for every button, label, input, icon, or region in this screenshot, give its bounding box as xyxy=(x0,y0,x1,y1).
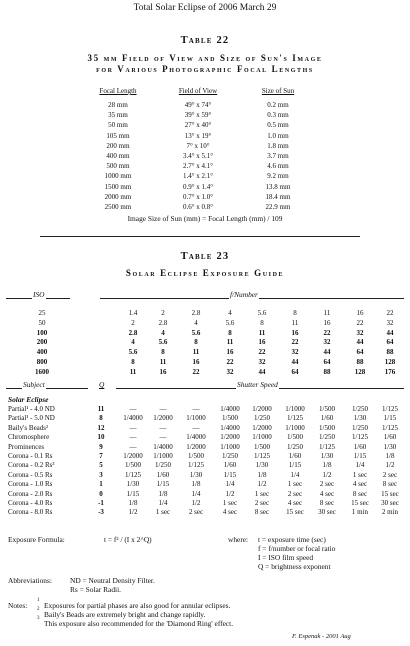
shutter-cell: 1/2 xyxy=(257,480,267,489)
q-value: 8 xyxy=(99,414,103,423)
shutter-cell: 1/30 xyxy=(353,414,367,423)
shutter-cell: 4 sec xyxy=(287,499,303,507)
shutter-cell: 1/4000 xyxy=(220,423,240,432)
iso-header: ISO xyxy=(33,290,45,299)
shutter-cell: 8 sec xyxy=(382,480,398,489)
shutter-cell: 1/15 xyxy=(223,470,237,479)
fnumber-cell: 8 xyxy=(194,338,198,347)
table22-header-cell: Field of View xyxy=(178,87,218,95)
q-value: 9 xyxy=(99,442,103,451)
shutter-cell: 30 sec xyxy=(318,508,336,517)
fnumber-cell: 32 xyxy=(356,328,364,337)
fnumber-cell: 88 xyxy=(323,367,331,376)
fnumber-cell: 44 xyxy=(291,358,299,366)
subject-name: Partial¹ - 4.0 ND xyxy=(8,405,55,413)
fnumber-cell: 16 xyxy=(323,318,331,327)
shutter-cell: 1/2000 xyxy=(252,405,272,413)
table22-cell: 2500 mm xyxy=(104,203,132,211)
table22-cell: 0.5 mm xyxy=(267,121,289,130)
fnumber-cell: 4 xyxy=(194,318,198,327)
shutter-cell: — xyxy=(129,433,137,442)
shutter-cell: 1/15 xyxy=(383,414,397,423)
shutter-cell: 2 sec xyxy=(188,508,204,517)
shutter-cell: 1/500 xyxy=(319,423,335,432)
shutter-cell: 1/60 xyxy=(223,461,237,470)
table22-cell: 0.9° x 1.4° xyxy=(182,182,214,191)
subject-name: Prominences xyxy=(8,442,45,451)
table22-cell: 400 mm xyxy=(106,152,130,160)
fnumber-cell: 16 xyxy=(291,328,299,337)
shutter-cell: 8 sec xyxy=(352,489,368,498)
fnumber-cell: 11 xyxy=(291,318,299,327)
shutter-cell: 1/125 xyxy=(382,423,398,432)
fnumber-cell: 32 xyxy=(323,338,331,347)
table23-label: Table 23 xyxy=(180,251,230,262)
shutter-cell: 2 sec xyxy=(254,499,270,507)
shutter-cell: 1/250 xyxy=(352,405,368,413)
shutter-cell: 1/500 xyxy=(287,433,303,442)
table22-cell: 18.4 mm xyxy=(265,192,291,201)
note-1: Exposures for partial phases are also good for annular eclipses. xyxy=(44,601,231,610)
fnumber-cell: 22 xyxy=(226,358,234,366)
fnumber-cell: 128 xyxy=(354,367,366,376)
shutter-cell: 1/15 xyxy=(353,452,367,460)
subject-name: Corona - 1.0 Rs xyxy=(8,480,53,489)
subject-name: Partial¹ - 5.0 ND xyxy=(8,414,55,423)
fnumber-cell: 32 xyxy=(386,318,394,327)
fnumber-cell: 64 xyxy=(291,367,299,376)
table22-cell: 13.8 mm xyxy=(265,182,291,191)
table22-formula: Image Size of Sun (mm) = Focal Length (mm) / 109 xyxy=(127,214,283,223)
shutter-cell: 1 min xyxy=(351,508,369,517)
subject-name: Corona - 0.5 Rs xyxy=(8,470,53,479)
shutter-cell: 1/4 xyxy=(225,480,235,489)
table22-label: Table 22 xyxy=(180,35,230,46)
where-i: I = ISO film speed xyxy=(258,553,314,562)
shutter-cell: 1/500 xyxy=(254,442,270,451)
shutter-cell: 1/60 xyxy=(353,442,367,451)
shutter-cell: 4 sec xyxy=(319,489,335,498)
table22-cell: 500 mm xyxy=(106,162,130,171)
shutter-cell: 1/1000 xyxy=(186,414,206,423)
table22-cell: 39° x 59° xyxy=(184,111,212,120)
shutter-cell: — xyxy=(192,423,200,432)
table22-cell: 0.6° x 0.8° xyxy=(182,203,214,211)
abbrev-nd: ND = Neutral Density Filter. xyxy=(70,576,155,585)
table22-divider xyxy=(40,236,360,237)
shutter-cell: 1/125 xyxy=(188,461,204,470)
table22-cell: 9.2 mm xyxy=(267,172,289,181)
shutter-header: Shutter Speed xyxy=(237,380,278,389)
iso-value: 200 xyxy=(36,338,48,347)
shutter-cell: 1/4000 xyxy=(153,442,173,451)
shutter-cell: 1/125 xyxy=(287,414,303,423)
fnumber-cell: 2 xyxy=(131,318,135,327)
shutter-cell: 1/4 xyxy=(191,489,201,498)
shutter-cell: 2 sec xyxy=(382,470,398,479)
iso-value: 50 xyxy=(38,318,46,327)
table22-cell: 28 mm xyxy=(108,101,128,109)
shutter-cell: 1/250 xyxy=(222,452,238,460)
page-header: Total Solar Eclipse of 2006 March 29 xyxy=(133,3,277,13)
fnumber-cell: 88 xyxy=(386,348,394,357)
shutter-cell: 2 sec xyxy=(319,480,335,489)
fnumber-cell: 4 xyxy=(228,309,232,317)
fnumber-cell: 32 xyxy=(226,367,234,376)
table22-cell: 1000 mm xyxy=(104,172,132,181)
table22-cell: 0.2 mm xyxy=(267,101,289,109)
table22-header-cell: Size of Sun xyxy=(261,87,295,95)
where-label: where: xyxy=(228,535,249,544)
fnumber-cell: 11 xyxy=(159,358,167,366)
iso-value: 400 xyxy=(36,348,48,357)
shutter-cell: 1/2000 xyxy=(252,423,272,432)
table22-cell: 3.4° x 5.1° xyxy=(182,152,214,160)
shutter-cell: 1/250 xyxy=(319,433,335,442)
where-q: Q = brightness exponent xyxy=(258,562,331,571)
fnumber-cell: 16 xyxy=(192,358,200,366)
subject-name: Corona - 8.0 Rs xyxy=(8,508,53,517)
table22-header-cell: Focal Length xyxy=(99,87,137,95)
shutter-cell: 1/60 xyxy=(156,470,170,479)
subject-name: Corona - 0.2 Rs³ xyxy=(8,461,55,470)
shutter-cell: 1/1000 xyxy=(220,442,240,451)
shutter-cell: 1/30 xyxy=(126,480,140,489)
table22-cell: 49° x 74° xyxy=(184,101,212,109)
note-3: This exposure also recommended for the 'Diamond Ring' effect. xyxy=(44,619,234,628)
shutter-cell: 1/2 xyxy=(128,508,138,517)
shutter-cell: 1/4000 xyxy=(123,414,143,423)
where-f: f = f/number or focal ratio xyxy=(258,544,336,553)
shutter-cell: 1/500 xyxy=(222,414,238,423)
table22-cell: 4.6 mm xyxy=(267,162,289,171)
shutter-cell: 1/30 xyxy=(255,461,269,470)
q-value: 11 xyxy=(97,405,105,413)
table22-cell: 27° x 40° xyxy=(184,121,212,130)
shutter-cell: 1/8 xyxy=(322,461,332,470)
fnumber-cell: 8 xyxy=(131,358,135,366)
shutter-cell: 1/30 xyxy=(320,452,334,460)
subject-name: Chromosphere xyxy=(8,433,50,442)
shutter-cell: — xyxy=(159,423,167,432)
shutter-cell: 1/4 xyxy=(290,470,300,479)
fnumber-cell: 11 xyxy=(226,338,234,347)
table22-cell: 50 mm xyxy=(108,121,128,130)
signature: F. Espenak - 2001 Aug xyxy=(292,633,351,640)
shutter-cell: 1/1000 xyxy=(153,452,173,460)
shutter-cell: 1 sec xyxy=(352,470,368,479)
fnumber-cell: 2.8 xyxy=(191,309,201,317)
iso-value: 25 xyxy=(38,309,46,317)
table22-title-line1: 35 mm Field of View and Size of Sun's Image xyxy=(87,53,323,63)
shutter-cell: 1/60 xyxy=(288,452,302,460)
shutter-cell: 1 sec xyxy=(222,499,238,507)
fnumber-cell: 64 xyxy=(323,358,331,366)
fnumber-cell: 4 xyxy=(131,338,135,347)
fnumber-cell: 16 xyxy=(226,348,234,357)
shutter-cell: 1/4000 xyxy=(220,405,240,413)
note-2-marker: 2 xyxy=(37,607,40,612)
shutter-cell: 1/2 xyxy=(322,470,332,479)
table22-cell: 0.7° x 1.0° xyxy=(182,192,214,201)
fnumber-cell: 44 xyxy=(356,338,364,347)
table22-cell: 13° x 19° xyxy=(184,131,212,140)
solar-eclipse-section-label: Solar Eclipse xyxy=(8,395,49,404)
shutter-cell: 1/4000 xyxy=(186,433,206,442)
table22-cell: 1.4° x 2.1° xyxy=(182,172,214,181)
note-3-marker: 3 xyxy=(37,616,40,621)
subject-header-rule xyxy=(6,388,88,389)
fnumber-cell: 8 xyxy=(260,318,264,327)
fnumber-cell: 8 xyxy=(228,328,232,337)
q-value: 0 xyxy=(99,489,103,498)
shutter-cell: 8 sec xyxy=(254,508,270,517)
table22-cell: 2.7° x 4.1° xyxy=(182,162,214,171)
formula-label: Exposure Formula: xyxy=(8,535,65,544)
fnumber-cell: 22 xyxy=(356,318,364,327)
shutter-cell: 1/60 xyxy=(383,433,397,442)
table22-cell: 1.8 mm xyxy=(267,141,289,150)
table22-cell: 22.9 mm xyxy=(265,203,291,211)
subject-header: Subject xyxy=(23,380,45,389)
table22-cell: 200 mm xyxy=(106,141,130,150)
iso-value: 100 xyxy=(36,328,48,337)
shutter-cell: 1 sec xyxy=(254,489,270,498)
q-value: 3 xyxy=(99,470,103,479)
fnumber-cell: 8 xyxy=(293,309,297,317)
shutter-cell: 1/60 xyxy=(320,414,334,423)
where-t: t = exposure time (sec) xyxy=(258,535,326,544)
fnumber-cell: 64 xyxy=(356,348,364,357)
table22-cell: 3.7 mm xyxy=(267,152,289,160)
fnumber-cell: 128 xyxy=(384,358,396,366)
fnumber-cell: 11 xyxy=(323,309,331,317)
shutter-cell: 1/15 xyxy=(156,480,170,489)
fnumber-cell: 22 xyxy=(258,348,266,357)
subject-name: Baily's Beads² xyxy=(8,423,49,432)
fnumber-cell: 22 xyxy=(192,367,200,376)
shutter-cell: 1/30 xyxy=(383,442,397,451)
q-value: 7 xyxy=(99,452,103,460)
shutter-cell: 1/500 xyxy=(188,452,204,460)
fnumber-cell: 176 xyxy=(384,367,396,376)
shutter-cell: 1/2000 xyxy=(220,433,240,442)
shutter-cell: 2 sec xyxy=(287,489,303,498)
shutter-cell: 1/8 xyxy=(257,470,267,479)
fnumber-cell: 16 xyxy=(258,338,266,347)
shutter-cell: 1/8 xyxy=(385,452,395,460)
shutter-cell: 1/125 xyxy=(319,442,335,451)
fnumber-cell: 8 xyxy=(161,348,165,357)
q-value: 12 xyxy=(97,423,105,432)
shutter-cell: — xyxy=(129,405,137,413)
shutter-cell: — xyxy=(129,423,137,432)
table22-cell: 7° x 10° xyxy=(186,141,210,150)
abbrev-rs: Rs = Solar Radii. xyxy=(70,585,121,594)
shutter-cell: 1/250 xyxy=(155,461,171,470)
shutter-cell: 1 sec xyxy=(287,480,303,489)
q-value: -3 xyxy=(98,508,104,517)
shutter-cell: 1/1000 xyxy=(252,433,272,442)
shutter-cell: 1/250 xyxy=(254,414,270,423)
fnumber-cell: 16 xyxy=(356,309,364,317)
q-header: Q xyxy=(99,380,105,389)
shutter-cell: 1/250 xyxy=(287,442,303,451)
shutter-cell: 1/4 xyxy=(355,461,365,470)
q-value: 1 xyxy=(99,480,103,489)
notes-label: Notes: xyxy=(8,601,28,610)
shutter-cell: 1/125 xyxy=(352,433,368,442)
shutter-cell: — xyxy=(129,442,137,451)
note-1-marker: 1 xyxy=(37,598,40,603)
shutter-cell: 1/2000 xyxy=(186,442,206,451)
fnumber-cell: 2.8 xyxy=(128,328,138,337)
subject-name: Corona - 2.0 Rs xyxy=(8,489,53,498)
shutter-cell: 1/125 xyxy=(382,405,398,413)
fnumber-cell: 32 xyxy=(291,348,299,357)
shutter-cell: 1/2 xyxy=(385,461,395,470)
fnumber-cell: 44 xyxy=(386,328,394,337)
fnumber-cell: 5.6 xyxy=(225,318,235,327)
abbrev-label: Abbreviations: xyxy=(8,576,52,585)
fnumber-cell: 16 xyxy=(159,367,167,376)
shutter-cell: 1/2000 xyxy=(153,414,173,423)
fnumber-cell: 22 xyxy=(323,328,331,337)
iso-value: 1600 xyxy=(35,367,49,376)
q-value: -1 xyxy=(98,499,104,507)
exposure-formula: t = f² / (I x 2^Q) xyxy=(104,535,152,544)
shutter-cell: 1/2 xyxy=(225,489,235,498)
shutter-cell: 15 sec xyxy=(381,489,399,498)
shutter-cell: — xyxy=(192,405,200,413)
fnumber-cell: 1.4 xyxy=(128,309,138,317)
table22-cell: 0.3 mm xyxy=(267,111,289,120)
shutter-cell: 1/2000 xyxy=(123,452,143,460)
subject-name: Corona - 0.1 Rs xyxy=(8,452,53,460)
q-value: 10 xyxy=(97,433,105,442)
table22-title-line2: for Various Photographic Focal Lengths xyxy=(96,64,314,74)
shutter-cell: 1/15 xyxy=(126,489,140,498)
iso-value: 800 xyxy=(36,358,48,366)
shutter-cell: 8 sec xyxy=(319,499,335,507)
fnumber-cell: 11 xyxy=(129,367,137,376)
shutter-cell: 1/250 xyxy=(352,423,368,432)
shutter-cell: 4 sec xyxy=(352,480,368,489)
shutter-cell: 15 sec xyxy=(351,499,369,507)
shutter-cell: — xyxy=(159,433,167,442)
shutter-cell: 1/30 xyxy=(189,470,203,479)
shutter-cell: 1/15 xyxy=(288,461,302,470)
fnumber-cell: 5.6 xyxy=(128,348,138,357)
fnumber-cell: 88 xyxy=(356,358,364,366)
subject-name: Corona - 4.0 Rs xyxy=(8,499,53,507)
table22-cell: 2000 mm xyxy=(104,192,132,201)
fnumber-cell: 44 xyxy=(323,348,331,357)
shutter-cell: 1 sec xyxy=(155,508,171,517)
table22-cell: 105 mm xyxy=(106,131,130,140)
fnumber-cell: 44 xyxy=(258,367,266,376)
fnumber-cell: 5.6 xyxy=(158,338,168,347)
shutter-cell: 1/8 xyxy=(191,480,201,489)
shutter-cell: 1/1000 xyxy=(285,405,305,413)
fnumber-cell: 11 xyxy=(258,328,266,337)
shutter-cell: 1/500 xyxy=(125,461,141,470)
fnumber-cell: 22 xyxy=(386,309,394,317)
shutter-cell: 1/2 xyxy=(191,499,201,507)
shutter-cell: — xyxy=(159,405,167,413)
note-2: Baily's Beads are extremely bright and change rapidly. xyxy=(44,610,206,619)
fnumber-cell: 11 xyxy=(192,348,200,357)
fnumber-cell: 2.8 xyxy=(158,318,168,327)
shutter-cell: 1/4 xyxy=(158,499,168,507)
table22-cell: 35 mm xyxy=(108,111,128,120)
shutter-cell: 1/500 xyxy=(319,405,335,413)
fnumber-cell: 2 xyxy=(161,309,165,317)
fnumber-cell: 5.6 xyxy=(191,328,201,337)
shutter-cell: 1/8 xyxy=(158,489,168,498)
table23-title: Solar Eclipse Exposure Guide xyxy=(125,268,285,278)
fnumber-cell: 32 xyxy=(258,358,266,366)
q-value: 5 xyxy=(99,461,103,470)
fnumber-cell: 4 xyxy=(161,328,165,337)
table22-cell: 1500 mm xyxy=(104,182,132,191)
shutter-cell: 1/8 xyxy=(128,499,138,507)
shutter-cell: 4 sec xyxy=(222,508,238,517)
fnumber-cell: 5.6 xyxy=(257,309,267,317)
shutter-cell: 1/1000 xyxy=(285,423,305,432)
shutter-cell: 30 sec xyxy=(381,499,399,507)
fnumber-cell: 64 xyxy=(386,338,394,347)
table22-cell: 1.0 mm xyxy=(267,131,289,140)
fnumber-header: f/Number xyxy=(230,290,258,299)
shutter-cell: 1/125 xyxy=(125,470,141,479)
shutter-cell: 15 sec xyxy=(286,508,304,517)
fnumber-cell: 22 xyxy=(291,338,299,347)
shutter-cell: 1/125 xyxy=(254,452,270,460)
shutter-cell: 2 min xyxy=(381,508,399,517)
